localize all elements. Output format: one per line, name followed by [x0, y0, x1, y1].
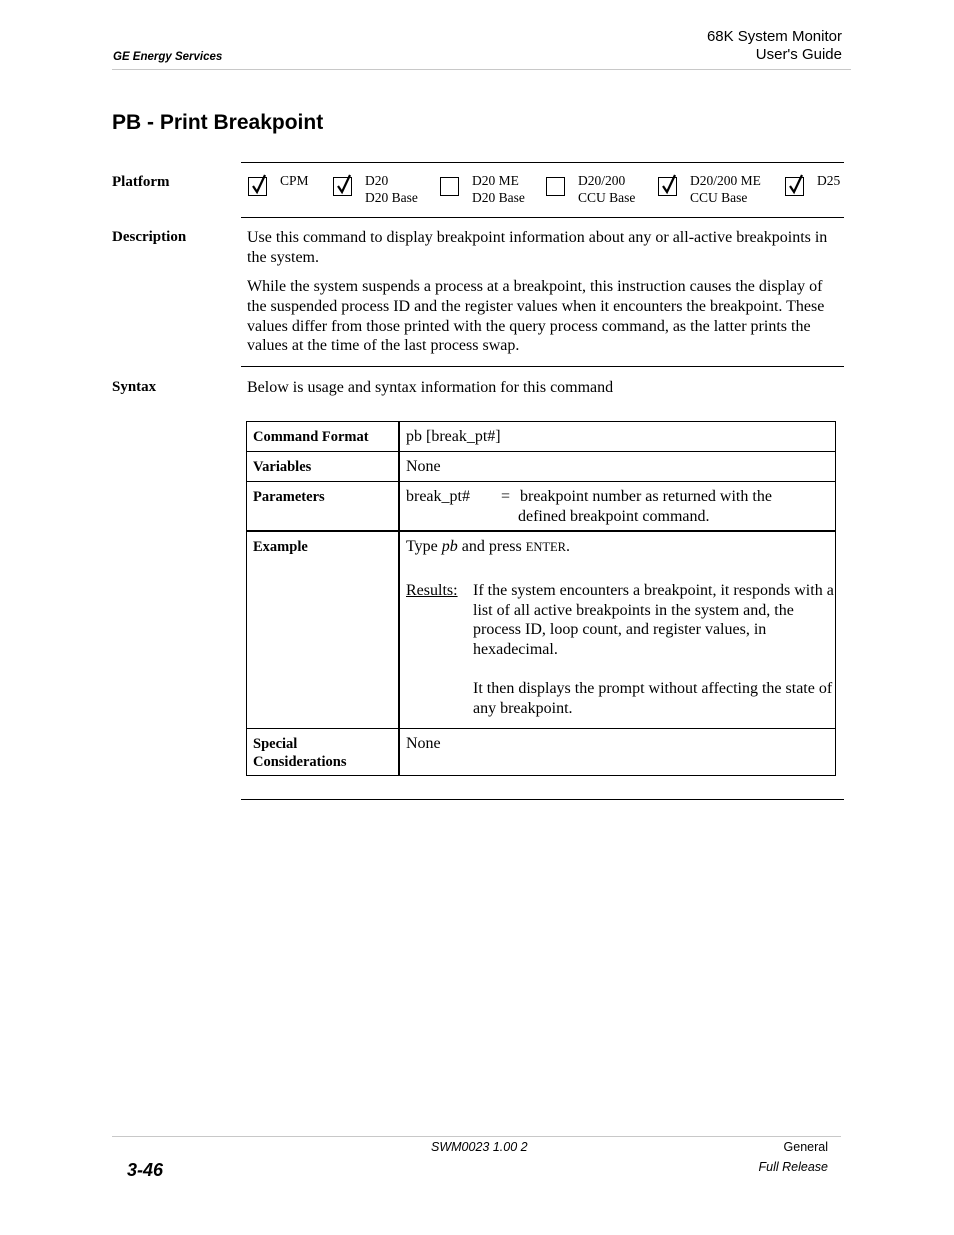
platform-label-line1: D20/200 — [578, 173, 626, 188]
checkbox-checked-icon — [248, 177, 267, 196]
results-paragraph-2: It then displays the prompt without affecting the state of any breakpoint. — [473, 679, 833, 717]
special-label-line2: Considerations — [253, 753, 347, 770]
table-row-command-format — [247, 422, 836, 452]
parameter-name: break_pt# — [406, 488, 470, 505]
header-title-line2: User's Guide — [755, 46, 842, 63]
results-paragraph-1: If the system encounters a breakpoint, it responds with a list of all active breakpoints in the system and, the process ID, loop count, and register values, in hexadecimal. — [473, 581, 834, 659]
description-paragraph-1: Use this command to display breakpoint information about any or all-active breakpoints in the system. — [247, 229, 828, 266]
results-label: Results: — [406, 581, 458, 599]
page-title: PB - Print Breakpoint — [112, 111, 324, 134]
platform-label-line2: D20 Base — [365, 190, 418, 205]
syntax-intro: Below is usage and syntax information for this command — [247, 379, 614, 396]
checkbox-checked-icon — [333, 177, 352, 196]
checkbox-checked-icon — [658, 177, 677, 196]
example-instruction — [406, 537, 829, 558]
table-row-special-considerations — [247, 728, 836, 775]
example-key: ENTER — [525, 540, 567, 554]
special-considerations-label — [247, 728, 400, 775]
platform-label-line1: D20 — [365, 173, 389, 188]
example-period: . — [566, 538, 571, 555]
platform-label-line1: CPM — [280, 173, 309, 188]
header-title-line1: 68K System Monitor — [706, 28, 842, 45]
example-press-text: and press — [461, 538, 522, 555]
footer-page-number: 3-46 — [127, 1160, 164, 1180]
platform-label-line2: CCU Base — [578, 190, 636, 205]
variables-value: None — [399, 452, 836, 482]
platform-bottom-rule — [241, 217, 844, 218]
description-bottom-rule — [241, 366, 844, 367]
footer-doc-id: SWM0023 1.00 2 — [431, 1140, 528, 1154]
footer-release: Full Release — [758, 1160, 828, 1174]
table-row-variables — [247, 452, 836, 482]
special-label-line1: Special — [253, 735, 298, 752]
platform-label-line2: D20 Base — [472, 190, 525, 205]
platform-label-line2: CCU Base — [690, 190, 748, 205]
command-format-value: pb [break_pt#] — [399, 422, 836, 452]
description-label: Description — [112, 229, 187, 245]
command-format-label: Command Format — [247, 422, 400, 452]
platform-top-rule — [241, 162, 844, 163]
platform-label-line1: D20/200 ME — [690, 173, 761, 188]
example-value — [399, 531, 836, 728]
header-company: GE Energy Services — [113, 51, 223, 63]
parameters-label: Parameters — [247, 482, 400, 532]
header-doc-title — [707, 28, 842, 64]
table-row-example — [247, 531, 836, 728]
syntax-bottom-rule — [241, 799, 844, 800]
header-divider — [112, 69, 851, 70]
table-row-parameters — [247, 482, 836, 532]
example-type-text: Type — [406, 538, 438, 555]
syntax-table — [246, 421, 836, 776]
checkbox-unchecked-icon — [440, 177, 459, 196]
footer-divider — [112, 1136, 841, 1137]
platform-label-line1: D25 — [817, 173, 841, 188]
description-paragraph-2: While the system suspends a process at a breakpoint, this instruction causes the display of the suspended process ID and the register values when it encounters the breakpoint. These values differ from those printed with the query process command, as the latter prints the values at the time of the last process swap. — [247, 278, 825, 355]
parameter-description: breakpoint number as returned with the defined breakpoint command. — [518, 488, 772, 525]
syntax-label: Syntax — [112, 379, 157, 395]
example-command: pb — [441, 538, 458, 555]
platform-label-line1: D20 ME — [472, 173, 519, 188]
footer-category: General — [783, 1140, 828, 1154]
checkbox-unchecked-icon — [546, 177, 565, 196]
example-label: Example — [247, 531, 400, 728]
parameter-equals: = — [501, 488, 511, 505]
parameters-value — [399, 482, 836, 532]
checkbox-checked-icon — [785, 177, 804, 196]
platform-label: Platform — [112, 174, 170, 190]
special-considerations-value: None — [399, 728, 836, 775]
example-results — [406, 581, 834, 717]
variables-label: Variables — [247, 452, 400, 482]
